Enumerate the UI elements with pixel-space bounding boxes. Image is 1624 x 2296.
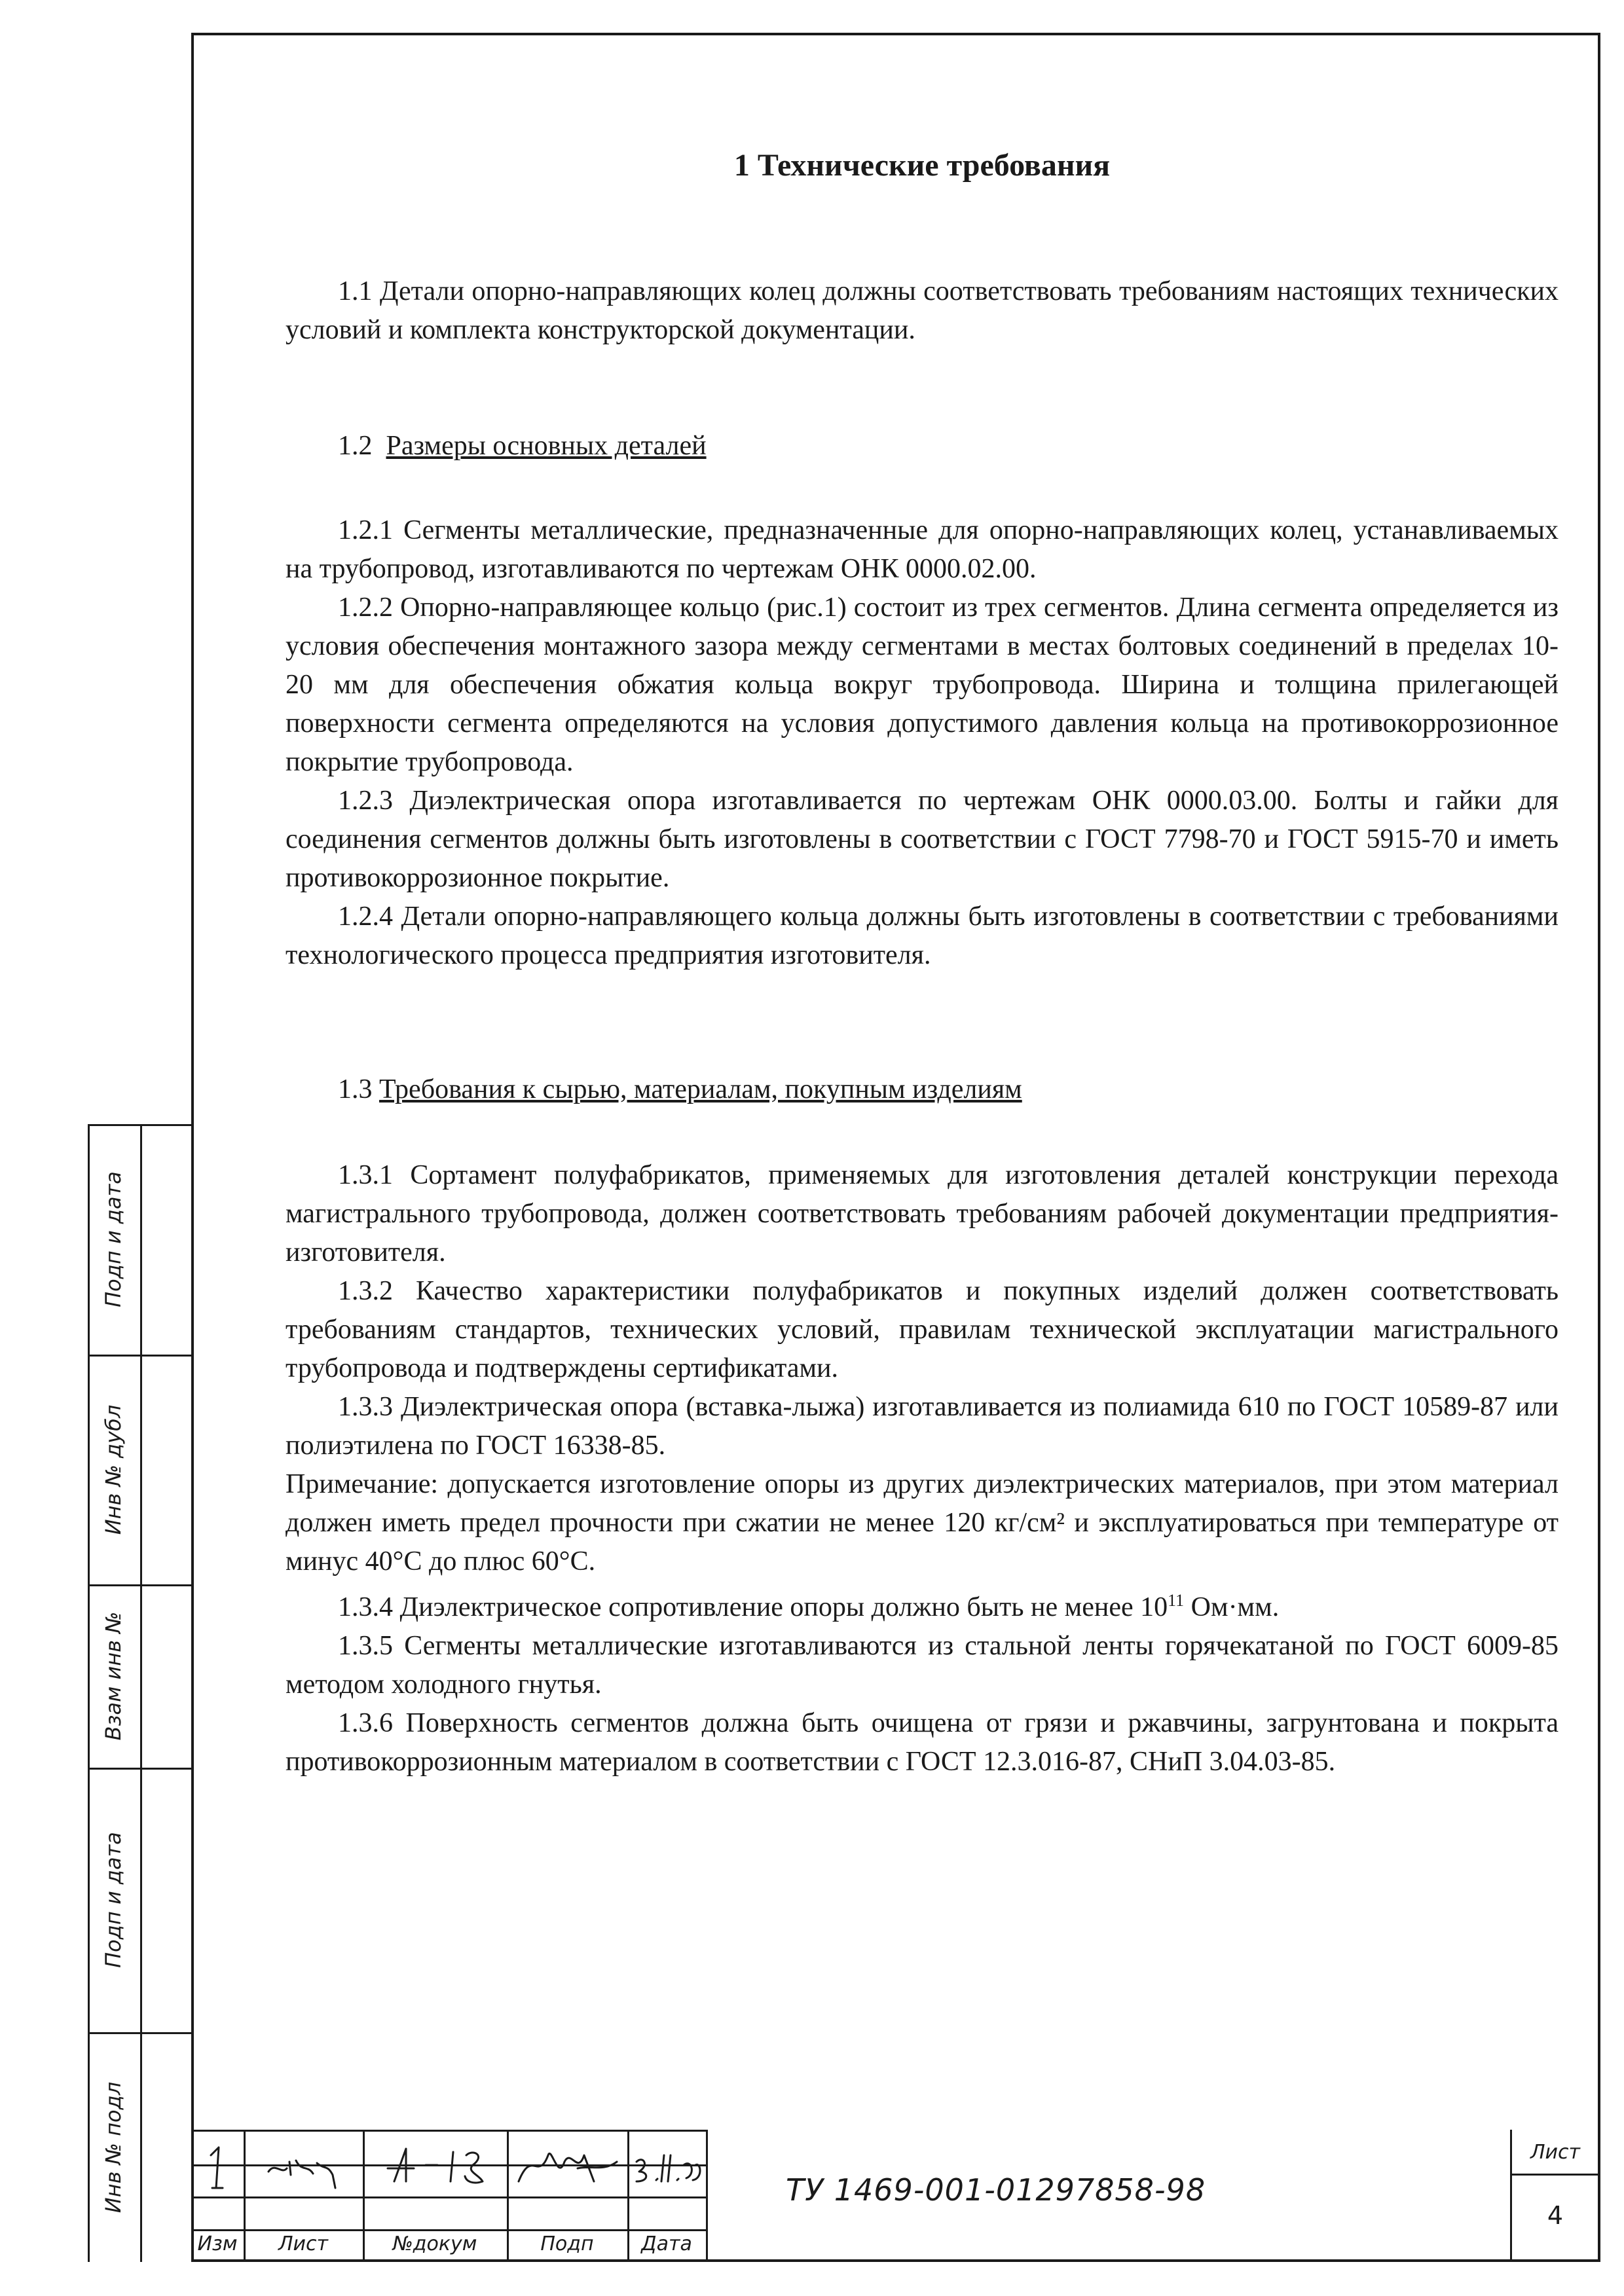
paragraph-1-3-4 <box>286 1581 1559 1627</box>
sheet-label: Лист <box>1530 2141 1581 2164</box>
paragraph-1-2-4: 1.2.4 Детали опорно-направляющего кольца должны быть изготовлены в соответствии с требованиями технологического процесса предприятия изготовителя. <box>286 902 1559 970</box>
paragraph-1-3-1: 1.3.1 Сортамент полуфабрикатов, применяемых для изготовления деталей конструкции перехода магистрального трубопровода, должен соответствовать требованиям рабочей документации предприятия-изготовителя. <box>286 1160 1559 1267</box>
header-signature: Подп <box>540 2232 594 2255</box>
sheet-number: 4 <box>1547 2201 1564 2230</box>
paragraph-1-1: 1.1 Детали опорно-направляющих колец должны соответствовать требованиям настоящих технических условий и комплекта конструкторской документации. <box>286 276 1559 345</box>
paragraph-1-3-2: 1.3.2 Качество характеристики полуфабрикатов и покупных изделий должен соответствовать требованиям стандартов, технических условий, правилам технической эксплуатации магистрального трубопровода и подтверждены сертификатами. <box>286 1276 1559 1383</box>
section-title: 1 Технические требования <box>733 148 1111 183</box>
document-code: ТУ 1469-001-01297858-98 <box>786 2172 1206 2208</box>
paragraph-1-3-4-unit: Ом·мм. <box>1184 1592 1280 1622</box>
paragraph-1-3-4-text: 1.3.4 Диэлектрическое сопротивление опоры должно быть не менее 10 <box>338 1592 1168 1622</box>
paragraph-1-2-1: 1.2.1 Сегменты металлические, предназначенные для опорно-направляющих колец, устанавливаемых на трубопровод, изготавливаются по чертежам ОНК 0000.02.00. <box>286 515 1559 584</box>
subsection-title: Размеры основных деталей <box>386 431 707 461</box>
paragraph-1-3-4-exponent: 11 <box>1168 1591 1185 1610</box>
header-date: Дата <box>641 2232 692 2255</box>
document-body <box>286 147 1559 1781</box>
paragraph-1-3-6: 1.3.6 Поверхность сегментов должна быть очищена от грязи и ржавчины, загрунтована и покрыта противокоррозионным материалом в соответствии с ГОСТ 12.3.016-87, СНиП 3.04.03-85. <box>286 1708 1559 1777</box>
side-stamp-label-sign-date-1: Подп и дата <box>101 1171 126 1307</box>
paragraph-1-2-3: 1.2.3 Диэлектрическая опора изготавливается по чертежам ОНК 0000.03.00. Болты и гайки для соединения сегментов должны быть изготовлены в соответствии с ГОСТ 7798-70 и ГОСТ 5915-70 и иметь противокоррозионное покрытие. <box>286 786 1559 893</box>
paragraph-1-3-3: 1.3.3 Диэлектрическая опора (вставка-лыжа) изготавливается из полиамида 610 по ГОСТ 10589-87 или полиэтилена по ГОСТ 16338-85. <box>286 1392 1559 1461</box>
handwritten-date <box>630 2136 705 2195</box>
side-stamp-label-dup-inv: Инв № дубл <box>101 1404 126 1535</box>
subsection-1-3-heading <box>286 1070 1559 1109</box>
subsection-number: 1.2 <box>338 431 373 461</box>
handwritten-sheet-entry <box>262 2136 354 2195</box>
subsection-1-2-heading <box>286 427 1559 465</box>
side-stamp-label-sign-date-2: Подп и дата <box>101 1832 126 1968</box>
handwritten-signature <box>512 2136 623 2195</box>
header-change: Изм <box>197 2232 238 2255</box>
side-stamp-label-orig-inv: Инв № подл <box>101 2081 126 2214</box>
handwritten-doc-number <box>375 2136 499 2195</box>
subsection-title: Требования к сырью, материалам, покупным изделиям <box>379 1074 1022 1104</box>
header-doc-number: №докум <box>392 2232 477 2255</box>
paragraph-1-2-2: 1.2.2 Опорно-направляющее кольцо (рис.1) состоит из трех сегментов. Длина сегмента определяется из условия обеспечения монтажного зазора между сегментами в местах болтовых соединений в пределах 10-20 мм для обеспечения обжатия кольца вокруг трубопровода. Ширина и толщина прилегающей поверхности сегмента определяются на условия допустимого давления кольца на противокоррозионное покрытие трубопровода. <box>286 592 1559 777</box>
header-sheet: Лист <box>278 2232 329 2255</box>
paragraph-1-3-5: 1.3.5 Сегменты металлические изготавливаются из стальной ленты горячекатаной по ГОСТ 6009-85 методом холодного гнутья. <box>286 1631 1559 1700</box>
handwritten-change-number <box>196 2136 242 2195</box>
note-paragraph: Примечание: допускается изготовление опоры из других диэлектрических материалов, при этом материал должен иметь предел прочности при сжатии не менее 120 кг/см² и эксплуатироваться при температуре от минус 40°С до плюс 60°С. <box>286 1469 1559 1576</box>
subsection-number: 1.3 <box>338 1074 373 1104</box>
side-stamp-label-repl-inv: Взам инв № <box>101 1611 126 1741</box>
